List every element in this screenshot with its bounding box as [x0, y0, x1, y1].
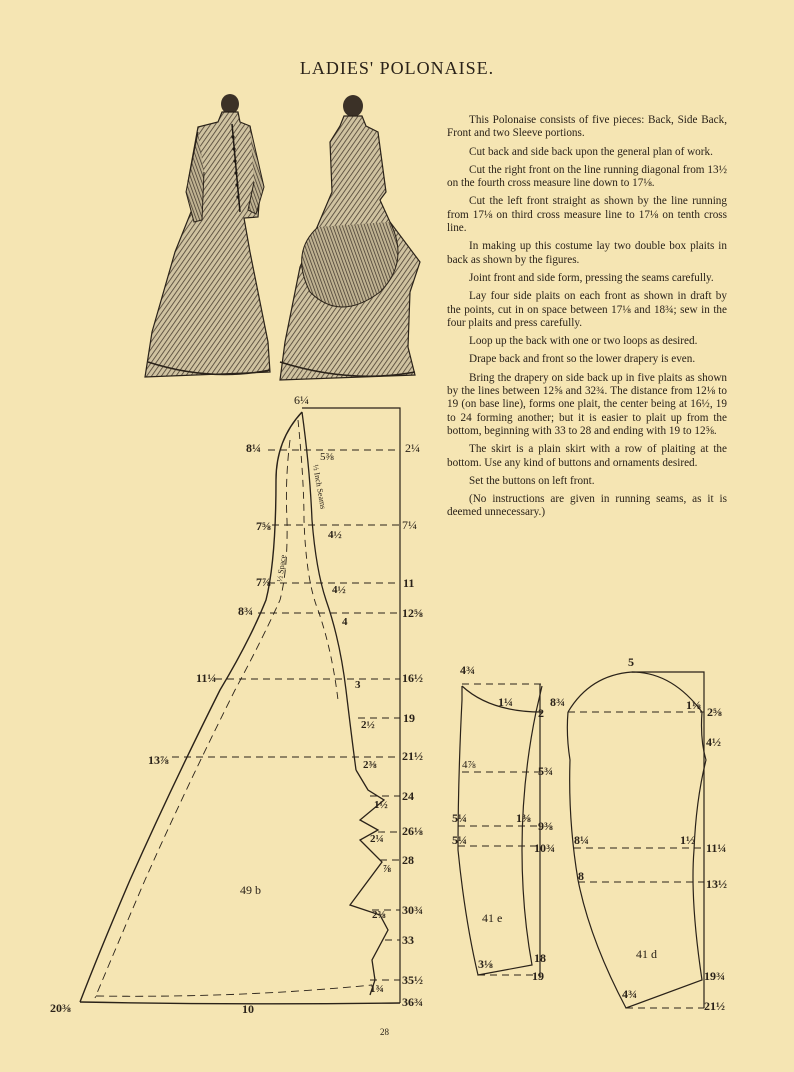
- instruction-paragraph: Bring the drapery on side back up in five plaits as shown by the lines between 12⅝ and 32¾. The distance from 12⅛ to 19 (on base line), forms one plait, the center being at 16½, 19 to 24 forming another; but it is easier to plait up from the bottom, beginning with 33 to 28 and ending with 19 to 12⅝.: [447, 371, 727, 437]
- sleeve-d-measure: 13½: [706, 877, 727, 891]
- inner-measure-label: 4½: [328, 529, 342, 541]
- instruction-paragraph: Joint front and side form, pressing the seams carefully.: [469, 271, 714, 284]
- right-measure-label: 26⅛: [402, 824, 423, 838]
- sleeve-e-measure: 5¾: [538, 764, 553, 778]
- left-measure-label: 13⅞: [148, 753, 169, 767]
- sleeve-e-measure: 18: [534, 951, 546, 965]
- sleeve-e-measure: 1⅜: [516, 811, 531, 825]
- sleeve-e-piece-id: 41 e: [482, 911, 503, 925]
- right-measure-label: 36¾: [402, 995, 423, 1009]
- inner-measure-label: 3: [355, 679, 361, 691]
- right-measure-label: 30¾: [402, 903, 423, 917]
- sleeve-d-measure: 19¾: [704, 969, 725, 983]
- page-number: 28: [380, 1027, 389, 1037]
- instruction-paragraph: Drape back and front so the lower drapery is even.: [469, 353, 696, 366]
- page-title: LADIES' POLONAISE.: [299, 58, 495, 78]
- sleeve-e-measure: 3⅛: [478, 957, 493, 971]
- inner-measure-label: 2¼: [370, 833, 384, 845]
- right-measure-label: 19: [403, 711, 415, 725]
- sleeve-d-measure: 4¾: [622, 987, 637, 1001]
- instruction-paragraph: In making up this costume lay two double box plaits in back as shown by the figures.: [447, 240, 727, 266]
- right-measure-label: 33: [402, 933, 414, 947]
- sleeve-e-measure: 4⅞: [462, 759, 476, 771]
- inner-measure-label: 2⅜: [372, 909, 386, 921]
- right-measure-label: 28: [402, 853, 414, 867]
- inner-measure-label: 1¾: [370, 983, 384, 995]
- sleeve-e-measure: 10¾: [534, 841, 555, 855]
- sleeve-e-measure: 5¼: [452, 833, 467, 847]
- sleeve-d-measure: 8: [578, 869, 584, 883]
- right-measure-label: 12⅝: [402, 606, 423, 620]
- bottom-left-measure: 20⅜: [50, 1001, 71, 1015]
- sleeve-e-measure: 19: [532, 969, 544, 983]
- inner-measure-label: 4: [342, 616, 348, 628]
- bottom-center-measure: 10: [242, 1002, 254, 1016]
- top-measure-label: 6¼: [294, 393, 309, 407]
- sleeve-d-measure: 1⅛: [686, 698, 701, 712]
- right-measure-label: 2¼: [405, 441, 420, 455]
- right-measure-label: 35½: [402, 973, 423, 987]
- sleeve-d-measure: 1½: [680, 833, 695, 847]
- right-measure-label: 7¼: [402, 518, 417, 532]
- instruction-paragraph: Set the buttons on left front.: [469, 474, 595, 487]
- sleeve-d-measure: 8¾: [550, 695, 565, 709]
- sleeve-e-measure: 2: [538, 706, 544, 720]
- inner-measure-label: 2⅜: [363, 759, 377, 771]
- instruction-paragraph: (No instructions are given in running seams, as it is deemed unnecessary.): [447, 493, 727, 519]
- sleeve-d-measure: 21½: [704, 999, 725, 1013]
- sleeve-d-measure: 2⅝: [707, 705, 722, 719]
- sleeve-d-measure: 11¼: [706, 841, 727, 855]
- sleeve-e-measure: 1¼: [498, 695, 513, 709]
- sleeve-d-measure: 8¼: [574, 833, 589, 847]
- instruction-paragraph: Cut back and side back upon the general plan of work.: [469, 145, 713, 158]
- sleeve-d-measure: 4½: [706, 735, 721, 749]
- instruction-paragraph: The skirt is a plain skirt with a row of plaiting at the bottom. Use any kind of buttons and ornaments desired.: [447, 443, 727, 469]
- left-measure-label: 7⅝: [256, 519, 271, 533]
- sleeve-e-measure: 9⅜: [538, 819, 553, 833]
- right-measure-label: 11: [403, 576, 415, 590]
- sleeve-pattern-d: [550, 655, 727, 1013]
- instruction-paragraph: This Polonaise consists of five pieces: Back, Side Back, Front and two Sleeve portions.: [447, 114, 727, 140]
- left-measure-label: 8¾: [238, 604, 253, 618]
- left-measure-label: 8¼: [246, 441, 261, 455]
- pattern-piece-id: 49 b: [240, 883, 261, 897]
- inner-measure-label: 2½: [361, 719, 375, 731]
- seam-note: ½ Inch Seams: [311, 463, 328, 510]
- sleeve-d-piece-id: 41 d: [636, 947, 657, 961]
- space-note: ½ Space: [275, 554, 288, 583]
- sleeve-d-measure: 5: [628, 655, 634, 669]
- instruction-paragraph: Cut the right front on the line running diagonal from 13½ on the fourth cross measure line down to 17⅛.: [447, 163, 727, 190]
- instruction-paragraph: Cut the left front straight as shown by the line running from 17⅛ on third cross measure line to 17⅛ on tenth cross line.: [447, 195, 727, 235]
- left-measure-label: 11¼: [196, 671, 217, 685]
- instruction-paragraph: Lay four side plaits on each front as shown in draft by the points, cut in on space between 17⅛ and 18¾; sew in the four plaits and press carefully.: [447, 290, 727, 329]
- sleeve-e-measure: 5¼: [452, 811, 467, 825]
- inner-measure-label: 1½: [374, 799, 388, 811]
- inner-measure-label: ⅞: [383, 863, 392, 875]
- left-measure-label: 7⅞: [256, 575, 271, 589]
- instruction-paragraph: Loop up the back with one or two loops as desired.: [469, 335, 698, 348]
- sleeve-pattern-e: [452, 663, 555, 983]
- sleeve-e-measure: 4¾: [460, 663, 475, 677]
- right-measure-label: 24: [402, 789, 414, 803]
- right-measure-label: 21½: [402, 749, 423, 763]
- inner-measure-label: 4½: [332, 584, 346, 596]
- right-measure-label: 16½: [402, 671, 423, 685]
- inner-measure-label: 5⅜: [320, 451, 334, 463]
